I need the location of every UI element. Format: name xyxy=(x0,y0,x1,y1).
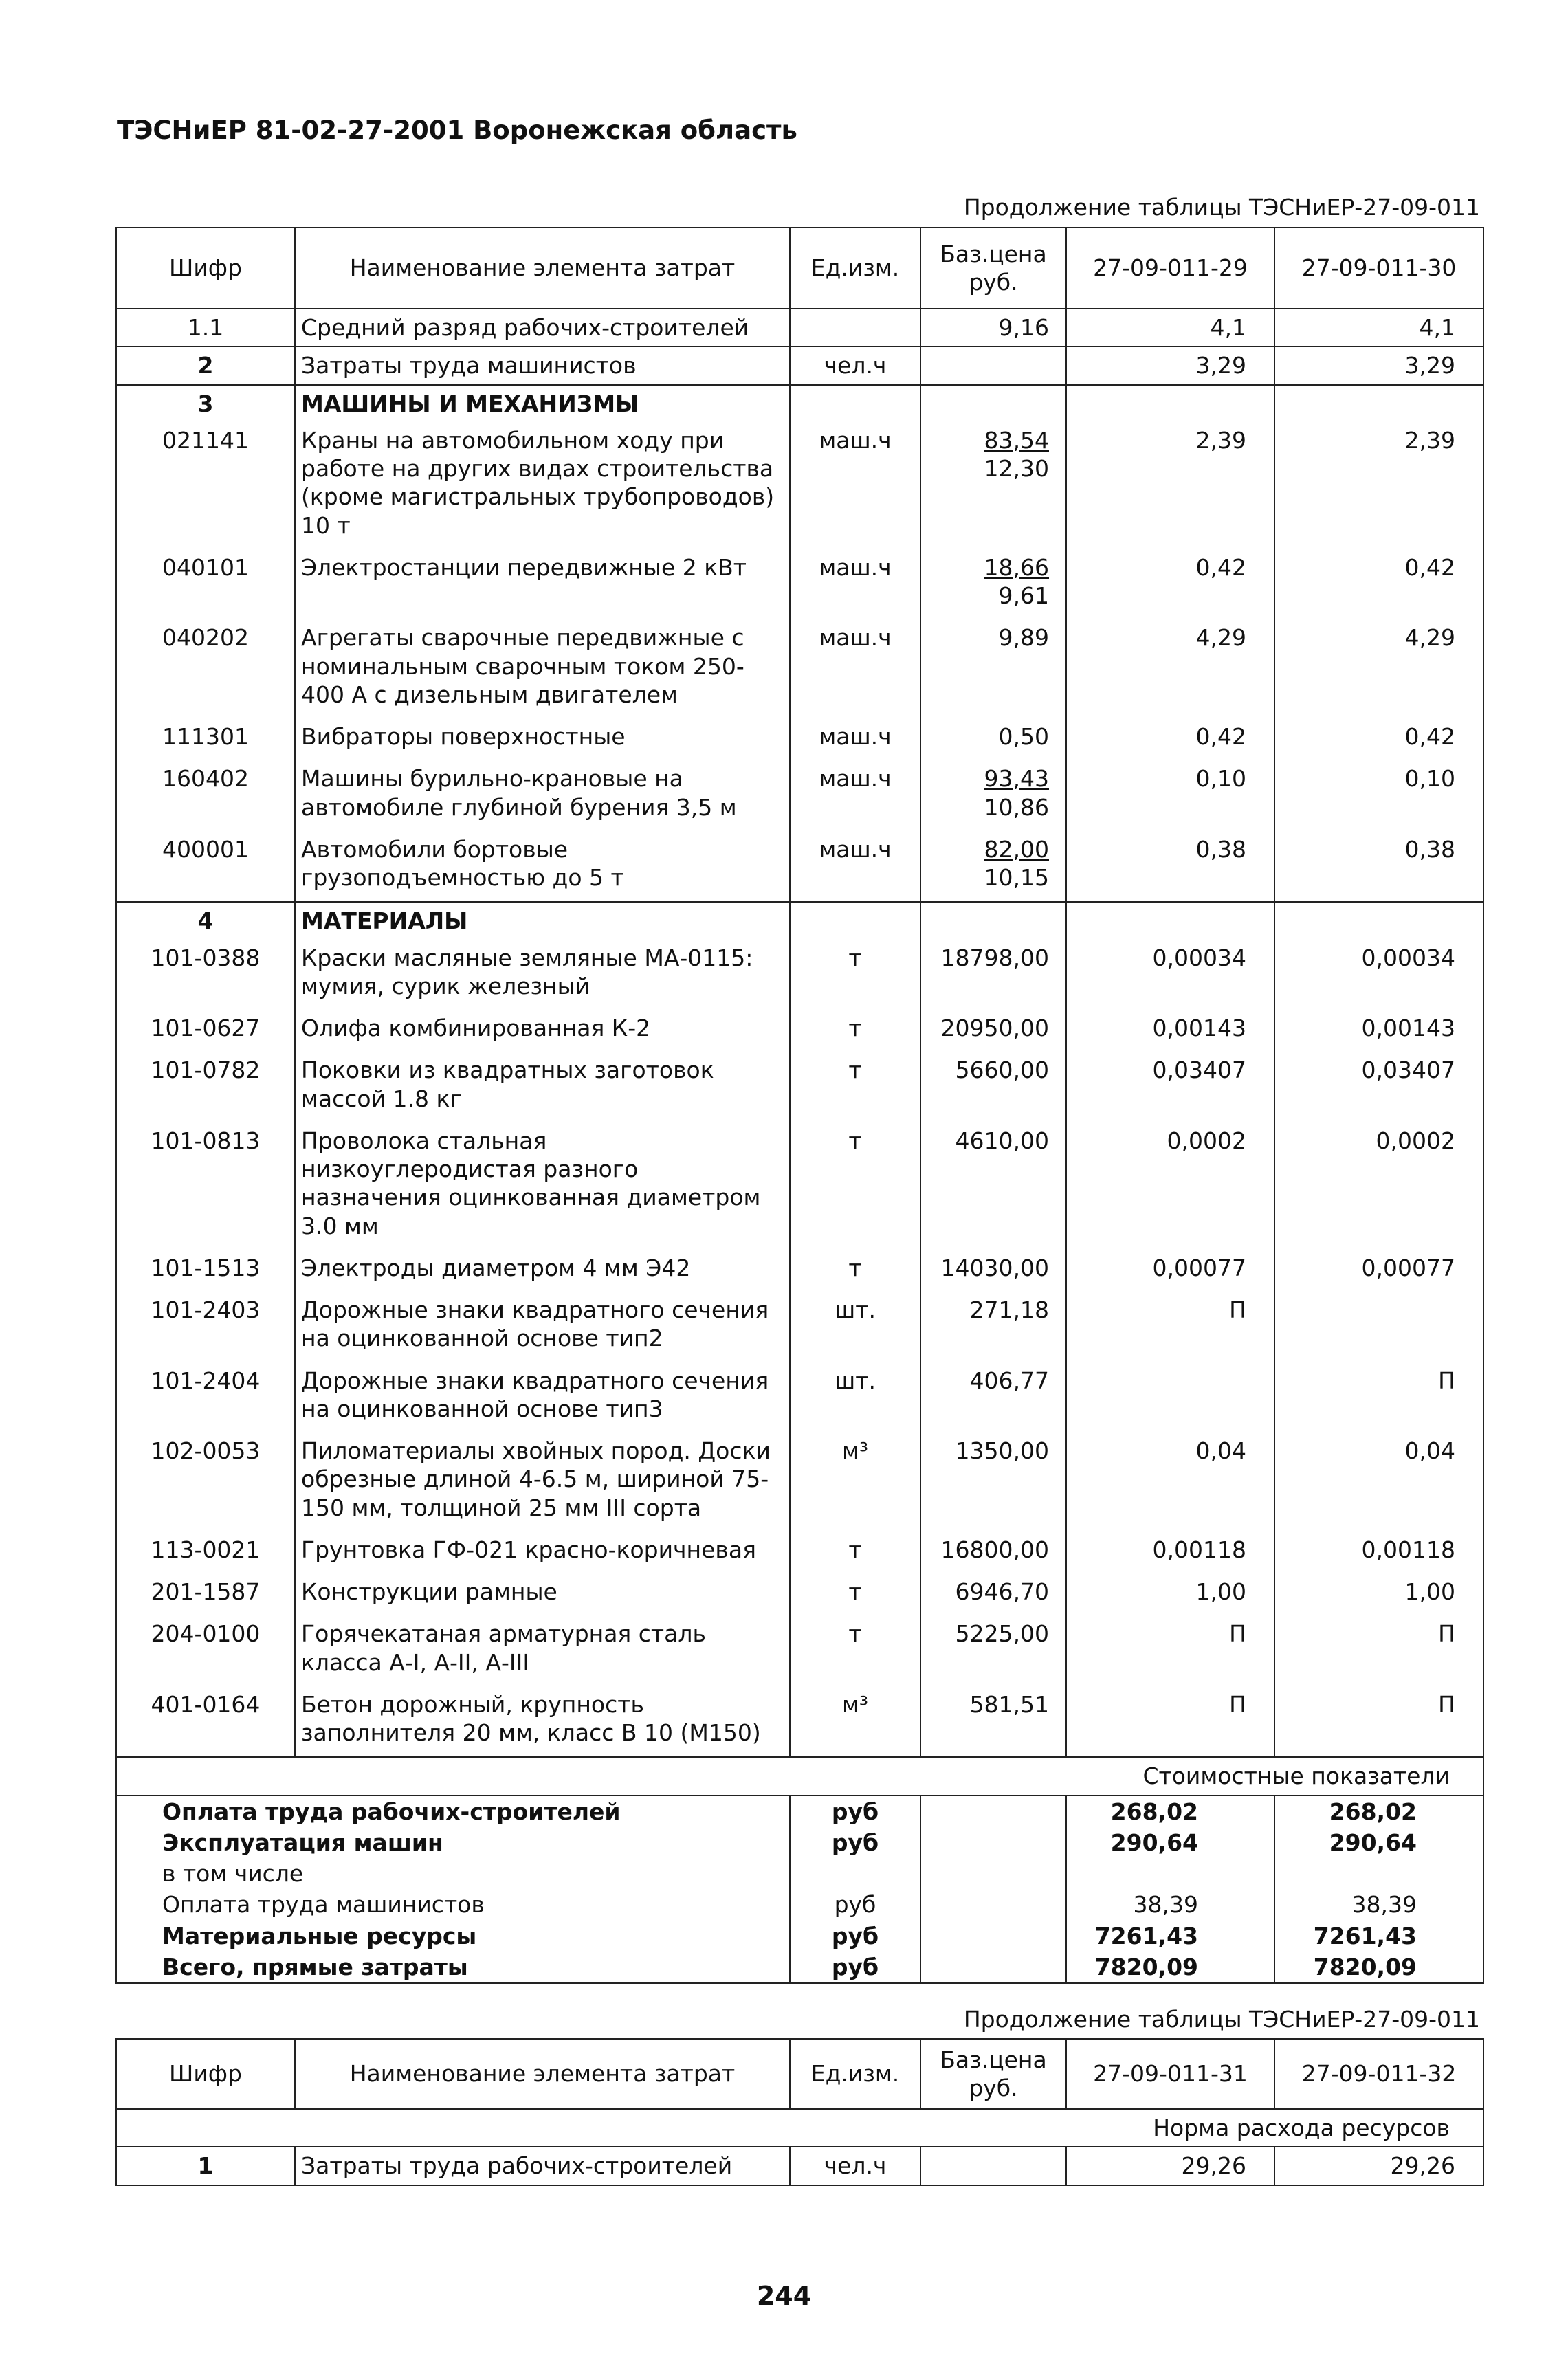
row-name: Дорожные знаки квадратного сечения на оцинкованной основе тип3 xyxy=(295,1362,790,1433)
summary-unit: руб xyxy=(790,1827,920,1858)
row-value-2: 1,00 xyxy=(1274,1573,1483,1615)
table-row xyxy=(116,2147,1483,2185)
row-name: Олифа комбинированная К-2 xyxy=(295,1010,790,1052)
row-name: Затраты труда машинистов xyxy=(295,346,790,384)
row-value-2 xyxy=(1274,902,1483,939)
row-price xyxy=(920,902,1066,939)
row-code: 160402 xyxy=(116,760,295,831)
row-value-1: П xyxy=(1066,1292,1274,1362)
summary-empty xyxy=(920,1827,1066,1858)
row-value-1: 0,00143 xyxy=(1066,1010,1274,1052)
price-value: 18798,00 xyxy=(940,944,1049,971)
row-name: Затраты труда рабочих-строителей xyxy=(295,2147,790,2185)
row-price xyxy=(920,422,1066,549)
row-unit: т xyxy=(790,1123,920,1250)
row-value-2: 3,29 xyxy=(1274,346,1483,384)
row-value-1 xyxy=(1066,902,1274,939)
row-unit: маш.ч xyxy=(790,619,920,718)
table-continuation-label: Продолжение таблицы ТЭСНиЕР-27-09-011 xyxy=(963,2006,1480,2033)
price-value: 82,00 xyxy=(984,835,1049,863)
table-row xyxy=(116,1532,1483,1573)
row-unit: шт. xyxy=(790,1292,920,1362)
row-value-2: 0,42 xyxy=(1274,718,1483,760)
row-value-2: 0,42 xyxy=(1274,549,1483,620)
table-row xyxy=(116,1433,1483,1532)
row-price xyxy=(920,1123,1066,1250)
section-title: МАШИНЫ И МЕХАНИЗМЫ xyxy=(301,390,639,417)
summary-empty xyxy=(920,1796,1066,1827)
row-price xyxy=(920,1433,1066,1532)
row-value-2: 0,10 xyxy=(1274,760,1483,831)
row-name: Горячекатаная арматурная сталь класса А-I, А-II, А-III xyxy=(295,1615,790,1686)
row-value-1 xyxy=(1066,1362,1274,1433)
table-row xyxy=(116,1250,1483,1292)
price-value: 5660,00 xyxy=(955,1057,1049,1084)
row-value-1: 2,39 xyxy=(1066,422,1274,549)
row-name: Проволока стальная низкоуглеродистая разного назначения оцинкованная диаметром 3.0 мм xyxy=(295,1123,790,1250)
row-value-2: 4,1 xyxy=(1274,309,1483,346)
row-value-2: 0,00034 xyxy=(1274,940,1483,1010)
summary-unit: руб xyxy=(790,1921,920,1952)
price-value: 9,89 xyxy=(998,624,1049,652)
summary-unit: руб xyxy=(790,1889,920,1920)
row-value-2: 4,29 xyxy=(1274,619,1483,718)
summary-row xyxy=(116,1827,1483,1858)
row-price xyxy=(920,940,1066,1010)
row-code: 102-0053 xyxy=(116,1433,295,1532)
summary-label: Оплата труда рабочих-строителей xyxy=(116,1796,790,1827)
row-name: Грунтовка ГФ-021 красно-коричневая xyxy=(295,1532,790,1573)
column-header: 27-09-011-29 xyxy=(1066,228,1274,309)
row-price xyxy=(920,619,1066,718)
column-header: Ед.изм. xyxy=(790,228,920,309)
price-value: 0,50 xyxy=(998,723,1049,750)
column-header: Шифр xyxy=(116,228,295,309)
table-row xyxy=(116,1052,1483,1123)
row-name xyxy=(295,902,790,939)
row-code: 400001 xyxy=(116,831,295,903)
row-code: 111301 xyxy=(116,718,295,760)
column-header: Наименование элемента затрат xyxy=(295,2039,790,2109)
row-value-2 xyxy=(1274,1292,1483,1362)
row-value-1: 0,0002 xyxy=(1066,1123,1274,1250)
summary-value-2: 38,39 xyxy=(1274,1889,1483,1920)
resources-table xyxy=(115,227,1484,1984)
row-value-2 xyxy=(1274,385,1483,422)
row-code: 101-1513 xyxy=(116,1250,295,1292)
row-code: 113-0021 xyxy=(116,1532,295,1573)
row-unit: т xyxy=(790,1532,920,1573)
row-price xyxy=(920,1362,1066,1433)
table-row xyxy=(116,902,1483,939)
summary-value-1: 38,39 xyxy=(1066,1889,1274,1920)
table-row xyxy=(116,718,1483,760)
row-name: Средний разряд рабочих-строителей xyxy=(295,309,790,346)
row-name: Автомобили бортовые грузоподъемностью до 5 т xyxy=(295,831,790,903)
row-name: Машины бурильно-крановые на автомобиле глубиной бурения 3,5 м xyxy=(295,760,790,831)
row-price xyxy=(920,1573,1066,1615)
row-value-1: 0,42 xyxy=(1066,549,1274,620)
row-unit: маш.ч xyxy=(790,831,920,903)
row-name: Пиломатериалы хвойных пород. Доски обрезные длиной 4-6.5 м, шириной 75-150 мм, толщиной 25 мм III сорта xyxy=(295,1433,790,1532)
price-value: 9,16 xyxy=(998,314,1049,341)
summary-row xyxy=(116,1952,1483,1983)
row-code: 101-0782 xyxy=(116,1052,295,1123)
row-price xyxy=(920,1532,1066,1573)
column-header: Шифр xyxy=(116,2039,295,2109)
table-row xyxy=(116,346,1483,384)
row-value-2: П xyxy=(1274,1686,1483,1758)
row-value-2: 29,26 xyxy=(1274,2147,1483,2185)
row-unit: маш.ч xyxy=(790,422,920,549)
table-row xyxy=(116,422,1483,549)
table-row xyxy=(116,1686,1483,1758)
row-value-1: 29,26 xyxy=(1066,2147,1274,2185)
row-value-1: 0,00118 xyxy=(1066,1532,1274,1573)
row-unit: чел.ч xyxy=(790,346,920,384)
column-header: Баз.цена руб. xyxy=(920,228,1066,309)
row-price xyxy=(920,385,1066,422)
row-price xyxy=(920,1292,1066,1362)
price-value: 93,43 xyxy=(984,765,1049,793)
row-price xyxy=(920,1052,1066,1123)
row-price xyxy=(920,2147,1066,2185)
price-value: 6946,70 xyxy=(955,1578,1049,1605)
row-value-2: П xyxy=(1274,1362,1483,1433)
row-value-1: 1,00 xyxy=(1066,1573,1274,1615)
row-price xyxy=(920,549,1066,620)
price-labor-value: 10,15 xyxy=(984,864,1049,891)
row-value-1: П xyxy=(1066,1615,1274,1686)
summary-label: Материальные ресурсы xyxy=(116,1921,790,1952)
price-value: 271,18 xyxy=(969,1296,1049,1323)
table-row xyxy=(116,1292,1483,1362)
price-value: 4610,00 xyxy=(955,1127,1049,1154)
row-value-1: 0,38 xyxy=(1066,831,1274,903)
summary-label: Оплата труда машинистов xyxy=(116,1889,790,1920)
price-labor-value: 12,30 xyxy=(984,455,1049,482)
price-value: 18,66 xyxy=(984,553,1049,581)
summary-value-1: 268,02 xyxy=(1066,1796,1274,1827)
row-value-1: 0,10 xyxy=(1066,760,1274,831)
row-unit: маш.ч xyxy=(790,549,920,620)
price-labor-value: 10,86 xyxy=(984,793,1049,821)
table-header-row xyxy=(116,2039,1483,2109)
row-price xyxy=(920,1686,1066,1758)
row-value-1 xyxy=(1066,385,1274,422)
table-row xyxy=(116,549,1483,620)
row-value-1: 0,03407 xyxy=(1066,1052,1274,1123)
page-number: 244 xyxy=(756,2281,812,2311)
column-header: Ед.изм. xyxy=(790,2039,920,2109)
summary-row xyxy=(116,1796,1483,1827)
row-unit: т xyxy=(790,940,920,1010)
row-code: 101-2404 xyxy=(116,1362,295,1433)
row-name: Вибраторы поверхностные xyxy=(295,718,790,760)
price-value: 16800,00 xyxy=(940,1536,1049,1563)
row-name: Электроды диаметром 4 мм Э42 xyxy=(295,1250,790,1292)
row-code: 201-1587 xyxy=(116,1573,295,1615)
price-value: 406,77 xyxy=(969,1367,1049,1394)
row-code: 1 xyxy=(116,2147,295,2185)
table-row xyxy=(116,831,1483,903)
price-value: 14030,00 xyxy=(940,1254,1049,1281)
column-header: Наименование элемента затрат xyxy=(295,228,790,309)
row-unit: т xyxy=(790,1573,920,1615)
row-price xyxy=(920,346,1066,384)
row-value-1: 4,29 xyxy=(1066,619,1274,718)
price-labor-value: 9,61 xyxy=(998,582,1049,609)
summary-unit: руб xyxy=(790,1796,920,1827)
row-value-2: 0,00143 xyxy=(1274,1010,1483,1052)
summary-empty xyxy=(920,1921,1066,1952)
row-unit xyxy=(790,385,920,422)
row-price xyxy=(920,831,1066,903)
row-unit: т xyxy=(790,1615,920,1686)
row-unit: т xyxy=(790,1052,920,1123)
row-code: 021141 xyxy=(116,422,295,549)
price-value: 581,51 xyxy=(969,1690,1049,1718)
row-code: 040101 xyxy=(116,549,295,620)
row-code: 401-0164 xyxy=(116,1686,295,1758)
row-name: Краски масляные земляные МА-0115: мумия, сурик железный xyxy=(295,940,790,1010)
row-price xyxy=(920,1010,1066,1052)
summary-label: Всего, прямые затраты xyxy=(116,1952,790,1983)
row-unit: т xyxy=(790,1250,920,1292)
table-row xyxy=(116,385,1483,422)
summary-label: Эксплуатация машин xyxy=(116,1827,790,1858)
row-code: 2 xyxy=(116,346,295,384)
row-unit: шт. xyxy=(790,1362,920,1433)
row-code: 1.1 xyxy=(116,309,295,346)
summary-value-2: 7261,43 xyxy=(1274,1921,1483,1952)
row-code: 4 xyxy=(116,902,295,939)
row-value-1: П xyxy=(1066,1686,1274,1758)
table-row xyxy=(116,1123,1483,1250)
row-name: Поковки из квадратных заготовок массой 1.8 кг xyxy=(295,1052,790,1123)
row-price xyxy=(920,718,1066,760)
norm-banner: Норма расхода ресурсов xyxy=(116,2109,1483,2147)
row-name: Краны на автомобильном ходу при работе на других видах строительства (кроме магистральных трубопроводов) 10 т xyxy=(295,422,790,549)
row-price xyxy=(920,1250,1066,1292)
row-name: Конструкции рамные xyxy=(295,1573,790,1615)
summary-value-1 xyxy=(1066,1858,1274,1889)
row-name: Дорожные знаки квадратного сечения на оцинкованной основе тип2 xyxy=(295,1292,790,1362)
row-price xyxy=(920,1615,1066,1686)
row-value-2: 0,03407 xyxy=(1274,1052,1483,1123)
row-value-1: 0,42 xyxy=(1066,718,1274,760)
row-value-1: 4,1 xyxy=(1066,309,1274,346)
row-value-1: 0,00077 xyxy=(1066,1250,1274,1292)
summary-banner: Стоимостные показатели xyxy=(116,1757,1483,1795)
row-name: Агрегаты сварочные передвижные с номинальным сварочным током 250-400 А с дизельным двигателем xyxy=(295,619,790,718)
row-unit: м³ xyxy=(790,1686,920,1758)
summary-empty xyxy=(920,1889,1066,1920)
row-value-1: 0,00034 xyxy=(1066,940,1274,1010)
row-name: Электростанции передвижные 2 кВт xyxy=(295,549,790,620)
row-unit xyxy=(790,309,920,346)
summary-empty xyxy=(920,1858,1066,1889)
row-name xyxy=(295,385,790,422)
price-value: 83,54 xyxy=(984,426,1049,454)
table-row xyxy=(116,309,1483,346)
summary-row xyxy=(116,1889,1483,1920)
summary-unit xyxy=(790,1858,920,1889)
row-value-2: 0,04 xyxy=(1274,1433,1483,1532)
page-title: ТЭСНиЕР 81-02-27-2001 Воронежская область xyxy=(117,115,797,145)
row-value-2: 0,38 xyxy=(1274,831,1483,903)
summary-value-2: 7820,09 xyxy=(1274,1952,1483,1983)
row-value-1: 3,29 xyxy=(1066,346,1274,384)
row-code: 101-0813 xyxy=(116,1123,295,1250)
summary-value-2: 290,64 xyxy=(1274,1827,1483,1858)
table-row xyxy=(116,1010,1483,1052)
row-value-2: 0,00077 xyxy=(1274,1250,1483,1292)
column-header: Баз.цена руб. xyxy=(920,2039,1066,2109)
row-code: 101-0627 xyxy=(116,1010,295,1052)
table-row xyxy=(116,1615,1483,1686)
row-unit: маш.ч xyxy=(790,760,920,831)
row-unit xyxy=(790,902,920,939)
column-header: 27-09-011-31 xyxy=(1066,2039,1274,2109)
table-row xyxy=(116,1362,1483,1433)
row-unit: м³ xyxy=(790,1433,920,1532)
price-value: 20950,00 xyxy=(940,1015,1049,1041)
row-price xyxy=(920,309,1066,346)
row-value-2: 0,0002 xyxy=(1274,1123,1483,1250)
summary-value-1: 7261,43 xyxy=(1066,1921,1274,1952)
row-value-2: 0,00118 xyxy=(1274,1532,1483,1573)
summary-value-2 xyxy=(1274,1858,1483,1889)
section-title: МАТЕРИАЛЫ xyxy=(301,907,468,935)
summary-value-2: 268,02 xyxy=(1274,1796,1483,1827)
row-unit: маш.ч xyxy=(790,718,920,760)
resources-table-2 xyxy=(115,2038,1484,2186)
table-header-row xyxy=(116,228,1483,309)
summary-row xyxy=(116,1858,1483,1889)
row-code: 101-2403 xyxy=(116,1292,295,1362)
row-unit: т xyxy=(790,1010,920,1052)
table-continuation-label: Продолжение таблицы ТЭСНиЕР-27-09-011 xyxy=(963,194,1480,221)
row-value-2: 2,39 xyxy=(1274,422,1483,549)
row-value-2: П xyxy=(1274,1615,1483,1686)
summary-empty xyxy=(920,1952,1066,1983)
row-code: 101-0388 xyxy=(116,940,295,1010)
summary-value-1: 7820,09 xyxy=(1066,1952,1274,1983)
table-row xyxy=(116,1573,1483,1615)
column-header: 27-09-011-32 xyxy=(1274,2039,1483,2109)
row-price xyxy=(920,760,1066,831)
row-code: 040202 xyxy=(116,619,295,718)
summary-value-1: 290,64 xyxy=(1066,1827,1274,1858)
table-row xyxy=(116,940,1483,1010)
row-code: 3 xyxy=(116,385,295,422)
summary-unit: руб xyxy=(790,1952,920,1983)
price-value: 5225,00 xyxy=(955,1620,1049,1648)
table-row xyxy=(116,619,1483,718)
row-unit: чел.ч xyxy=(790,2147,920,2185)
summary-row xyxy=(116,1921,1483,1952)
summary-label: в том числе xyxy=(116,1858,790,1889)
row-name: Бетон дорожный, крупность заполнителя 20 мм, класс В 10 (М150) xyxy=(295,1686,790,1758)
column-header: 27-09-011-30 xyxy=(1274,228,1483,309)
row-value-1: 0,04 xyxy=(1066,1433,1274,1532)
price-value: 1350,00 xyxy=(955,1437,1049,1464)
table-row xyxy=(116,760,1483,831)
row-code: 204-0100 xyxy=(116,1615,295,1686)
